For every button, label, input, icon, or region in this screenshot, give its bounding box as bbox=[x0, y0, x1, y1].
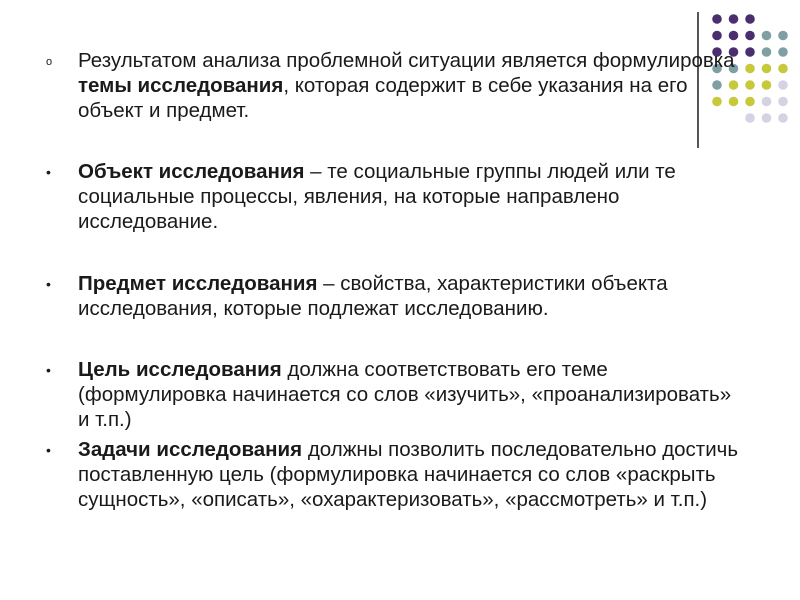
decorative-dot bbox=[745, 31, 755, 41]
bullet-icon: • bbox=[46, 362, 51, 378]
decorative-dot bbox=[762, 47, 772, 57]
list-item-object bbox=[46, 159, 746, 234]
bullet-icon: • bbox=[46, 442, 51, 458]
decorative-dot bbox=[778, 113, 788, 123]
bullet-list bbox=[46, 48, 746, 512]
list-item-topic bbox=[46, 48, 746, 123]
item-text-post: , которая содержит в себе указания на его объект и предмет. bbox=[78, 74, 688, 122]
decorative-dot bbox=[762, 113, 772, 123]
decorative-dot bbox=[778, 64, 788, 74]
decorative-dot bbox=[762, 80, 772, 90]
item-term: Задачи исследования bbox=[78, 438, 303, 461]
decorative-dot bbox=[745, 97, 755, 107]
list-item-subject bbox=[46, 271, 746, 321]
decorative-dot bbox=[745, 14, 755, 24]
decorative-dot bbox=[745, 80, 755, 90]
item-term: Предмет исследования bbox=[78, 272, 318, 295]
item-term: темы исследования bbox=[78, 74, 284, 97]
item-text-post: – свойства, характеристики объекта исследования, которые подлежат исследованию. bbox=[78, 272, 668, 320]
item-text-post: – те социальные группы людей или те социальные процессы, явления, на которые направлено исследование. bbox=[78, 160, 676, 233]
bullet-icon: • bbox=[46, 164, 51, 180]
decorative-dot bbox=[745, 64, 755, 74]
decorative-dot bbox=[712, 31, 722, 41]
item-term: Цель исследования bbox=[78, 358, 282, 381]
item-text-pre: Результатом анализа проблемной ситуации является формулировка bbox=[78, 49, 735, 72]
decorative-dot bbox=[778, 31, 788, 41]
decorative-dot bbox=[729, 14, 739, 24]
item-text-post: должна соответствовать его теме (формулировка начинается со слов «изучить», «проанализировать» и т.п.) bbox=[78, 358, 732, 431]
decorative-dot bbox=[712, 14, 722, 24]
list-item-goal bbox=[46, 357, 746, 432]
decorative-dot bbox=[745, 47, 755, 57]
decorative-dot bbox=[778, 97, 788, 107]
decorative-dot bbox=[778, 80, 788, 90]
item-text-post: должны позволить последовательно достичь поставленную цель (формулировка начинается со слов «раскрыть сущность», «описать», «охарактеризовать», «рассмотреть» и т.п.) bbox=[78, 438, 739, 511]
decorative-dot bbox=[778, 47, 788, 57]
bullet-icon: • bbox=[46, 276, 51, 292]
decorative-dot bbox=[762, 97, 772, 107]
item-term: Объект исследования bbox=[78, 160, 305, 183]
decorative-dot bbox=[729, 31, 739, 41]
decorative-dot bbox=[745, 113, 755, 123]
list-item-tasks bbox=[46, 437, 746, 512]
decorative-dot bbox=[762, 64, 772, 74]
decorative-dot bbox=[762, 31, 772, 41]
hollow-bullet-icon: o bbox=[46, 56, 53, 68]
